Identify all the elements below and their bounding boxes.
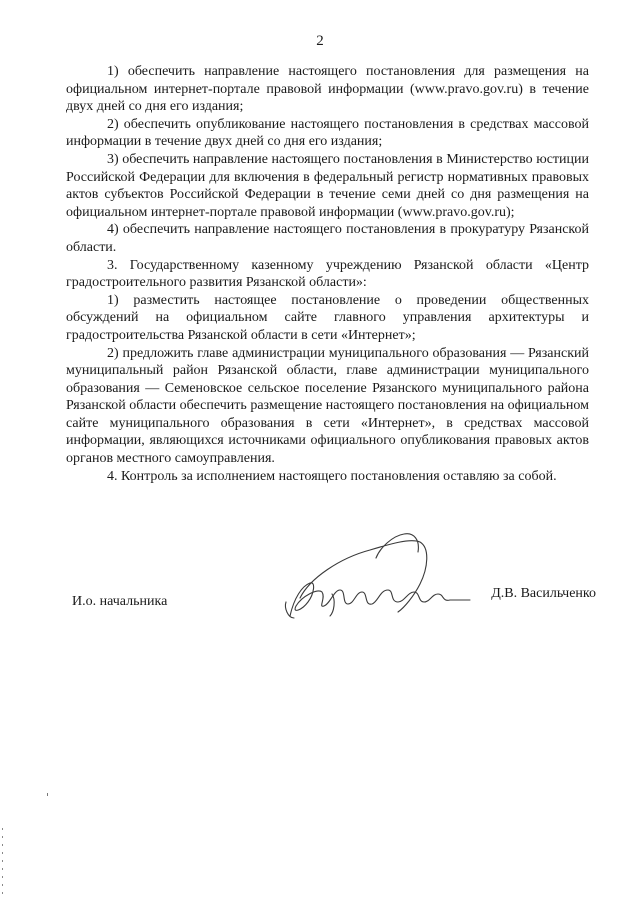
paragraph-3-1-website: 1) разместить настоящее постановление о проведении общественных обсуждений на официальном сайте главного управления архитектуры и градостроительства Рязанской области в сети «Интернет»; [66,292,589,343]
paragraph-4-prosecutor: 4) обеспечить направление настоящего постановления в прокуратуру Рязанской области. [66,222,589,255]
paragraph-section-3: 3. Государственному казенному учреждению Рязанской области «Центр градостроительного развития Рязанской области»: [66,257,589,291]
scan-edge-marks [0,828,6,898]
document-body [66,63,589,485]
paragraph-3-2-municipal: 2) предложить главе администрации муниципального образования — Рязанский муниципальный район Рязанской области, главе администрации муниципального образования — Семеновское сельское поселение Рязанского муниципального района Рязанской области обеспечить размещение настоящего постановления на официальном сайте муниципального образования в сети «Интернет», в средствах массовой информации, являющихся источниками официального опубликования правовых актов органов местного самоуправления. [66,345,589,467]
page-number: 2 [316,33,324,49]
handwritten-signature [280,528,490,628]
paragraph-1-publish-portal: 1) обеспечить направление настоящего постановления для размещения на официальном интернет-портале правовой информации (www.pravo.gov.ru) в течение двух дней со дня его издания; [66,64,589,115]
paragraph-section-4: 4. Контроль за исполнением настоящего постановления оставляю за собой. [107,468,557,484]
scan-artifact [47,793,48,796]
paragraph-2-publish-media: 2) обеспечить опубликование настоящего постановления в средствах массовой информации в течение двух дней со дня его издания; [66,116,589,150]
signatory-title: И.о. начальника [72,594,168,609]
paragraph-3-ministry-justice: 3) обеспечить направление настоящего постановления в Министерство юстиции Российской Федерации для включения в федеральный регистр нормативных правовых актов субъектов Российской Федерации в течение семи дней со дня размещения на официальном интернет-портале правовой информации (www.pravo.gov.ru); [66,151,589,220]
signatory-name: Д.В. Васильченко [491,586,596,601]
